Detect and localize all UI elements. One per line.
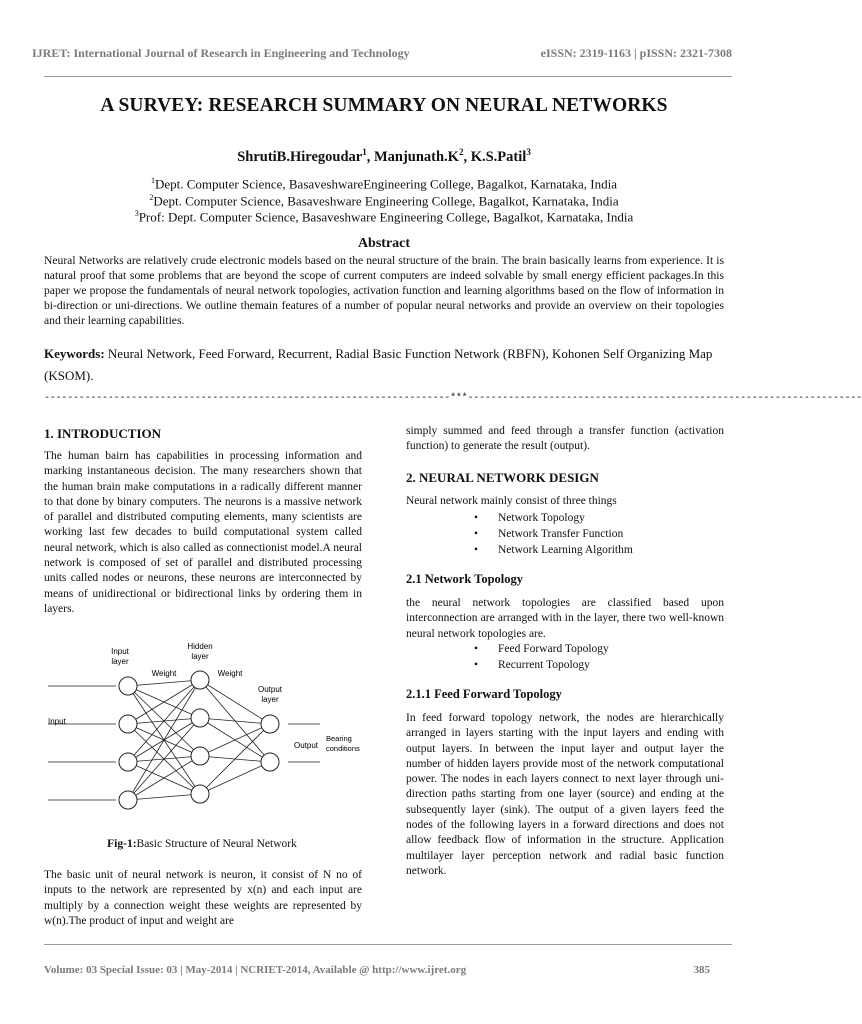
connection-line (200, 718, 270, 724)
connection-line (200, 724, 270, 756)
neuron-node (191, 709, 209, 727)
affiliation-sup: 3 (134, 209, 139, 218)
topology-heading: 2.1 Network Topology (406, 572, 524, 586)
affiliation (0, 206, 768, 225)
header-rule (44, 76, 732, 77)
neuron-node (261, 715, 279, 733)
keywords-text: Neural Network, Feed Forward, Recurrent, Radial Basic Function Network (RBFN), Kohonen Self Organizing Map (KSOM). (44, 346, 713, 383)
fig-bearing-label: Bearing (326, 734, 352, 743)
feed-forward-heading: 2.1.1 Feed Forward Topology (406, 687, 562, 701)
design-heading (406, 470, 599, 486)
affiliation-text: Prof: Dept. Computer Science, Basaveshware Engineering College, Bagalkot, Karnataka, India (138, 209, 634, 225)
neuron-node (119, 791, 137, 809)
connection-line (200, 762, 270, 794)
connection-line (128, 680, 200, 800)
list-item: • Feed Forward Topology (474, 641, 609, 657)
neuron-node (261, 753, 279, 771)
feed-forward-text: In feed forward topology network, the nodes are hierarchically arranged in layers starting with the input layers and ending with output layers. In between the input layer and output layer the number of hidden layers provide most of the network computational power. The nodes in each layers connect to next layer through uni-direction paths starting from one layer (source) and ending at the subsequently layer (sink). The output of a given layers feed the nodes of the following layers in a forward directions and does not allow feedback flow of information in the structure. Application multilayer layer perception network and radial basic function network. (406, 712, 724, 877)
author-sup: 2 (458, 147, 464, 157)
connection-line (128, 680, 200, 762)
fig-weight-label: Weight (151, 669, 177, 678)
figure-connections (128, 680, 270, 800)
fig-conditions-label: conditions (326, 744, 360, 753)
intro-text: The human bairn has capabilities in processing information and marking instantaneous decision. The many researchers shown that the human brain make computations in a radically different manner to that done by binary computers. The neurons is a massive network of parallel and distributed computing elements, many scientists are working last few decades to build computational system called neural network, which is also called as connectionist model.A neural network is composed of set of parallel and distributed processing units called nodes or neurons, these neurons are interconnected by means of unidirectional or bidirectional links by ordering them in layers. (44, 450, 362, 615)
footer-rule (44, 944, 732, 945)
design-list (474, 510, 633, 558)
affiliation-sup: 1 (150, 176, 155, 185)
author-name: K.S.Patil (470, 148, 527, 165)
running-footer (44, 964, 710, 976)
list-item: • Network Learning Algorithm (474, 542, 633, 558)
affiliation-sup: 2 (149, 193, 154, 202)
affiliation-text: Dept. Computer Science, BasaveshwareEngineering College, Bagalkot, Karnataka, India (154, 176, 618, 192)
journal-name: IJRET: International Journal of Research in Engineering and Technology (32, 46, 410, 60)
neuron-node (191, 747, 209, 765)
figure-caption (32, 838, 372, 850)
section-separator: ----------------------------------------------------------------------***-------------------------------------------------------------------- (44, 393, 862, 404)
design-heading-text: 2. NEURAL NETWORK DESIGN (406, 470, 599, 485)
fig-input-label: Input (48, 717, 66, 726)
basic-unit-text: The basic unit of neural network is neuron, it consist of N no of inputs to the network are represented by x(n) and each input are multiply by a connection weight these weights are represented by w(n).The product of input and weight are (44, 869, 362, 927)
neuron-node (191, 671, 209, 689)
fig-output-layer-label: Output (257, 685, 283, 694)
fig-weight-label: Weight (217, 669, 243, 678)
author-name: ShrutiB.Hiregoudar (237, 148, 363, 165)
input-arrows (48, 686, 320, 800)
figure-nodes (119, 671, 279, 809)
fig-input-layer-label: Input (111, 647, 129, 656)
connection-line (128, 794, 200, 800)
neural-network-figure (44, 640, 374, 830)
fig-output-layer-label-2: layer (261, 695, 279, 704)
list-item: • Network Transfer Function (474, 526, 633, 542)
fig-hidden-layer-label: Hidden (187, 642, 213, 651)
connection-line (128, 718, 200, 800)
list-item: • Recurrent Topology (474, 657, 609, 673)
neuron-node (119, 753, 137, 771)
design-intro: Neural network mainly consist of three things (406, 495, 617, 507)
continued-text: simply summed and feed through a transfer function (activation function) to generate the result (output). (406, 425, 724, 453)
keywords (44, 343, 724, 387)
neuron-node (119, 677, 137, 695)
authors (0, 147, 768, 166)
topology-text: the neural network topologies are classified based upon interconnection are arranged with in the layer, there two well-known neural network topologies are. (406, 597, 724, 640)
page-number: 385 (693, 964, 710, 976)
neuron-node (119, 715, 137, 733)
caption-label: Fig-1: (107, 838, 137, 850)
author-sep: , (366, 148, 374, 165)
footer-text: Volume: 03 Special Issue: 03 | May-2014 | NCRIET-2014, Available @ http://www.ijret.org (44, 964, 467, 976)
abstract-heading: Abstract (357, 236, 411, 251)
author-name: Manjunath.K (373, 148, 459, 165)
fig-input-layer-label-2: layer (111, 657, 129, 666)
caption-text: Basic Structure of Neural Network (136, 838, 297, 850)
author-sep: , (463, 148, 471, 165)
connection-line (200, 724, 270, 794)
affiliation-text: Dept. Computer Science, Basaveshware Engineering College, Bagalkot, Karnataka, India (153, 193, 619, 209)
author-sup: 3 (526, 147, 531, 157)
list-item: • Network Topology (474, 510, 633, 526)
neuron-node (191, 785, 209, 803)
connection-line (128, 680, 200, 686)
keywords-label: Keywords: (44, 346, 105, 361)
author-sup: 1 (362, 147, 367, 157)
fig-hidden-layer-label-2: layer (191, 652, 209, 661)
issn: eISSN: 2319-1163 | pISSN: 2321-7308 (540, 46, 732, 60)
intro-heading: 1. INTRODUCTION (44, 426, 162, 441)
topology-list (474, 641, 609, 673)
paper-title: A SURVEY: RESEARCH SUMMARY ON NEURAL NETWORKS (100, 95, 668, 116)
fig-output-label: Output (294, 741, 319, 750)
abstract-text: Neural Networks are relatively crude electronic models based on the neural structure of the brain. The brain basically learns from experience. It is natural proof that some problems that are beyond the scope of current computers are indeed solvable by small energy efficient packages.In this paper we propose the fundamentals of neural network topologies, activation function and learning algorithms based on the flow of information in bi-direction or uni-directions. We outline themain features of a number of popular neural networks and provide an overview on their topologies and their learning capabilities. (44, 254, 724, 327)
